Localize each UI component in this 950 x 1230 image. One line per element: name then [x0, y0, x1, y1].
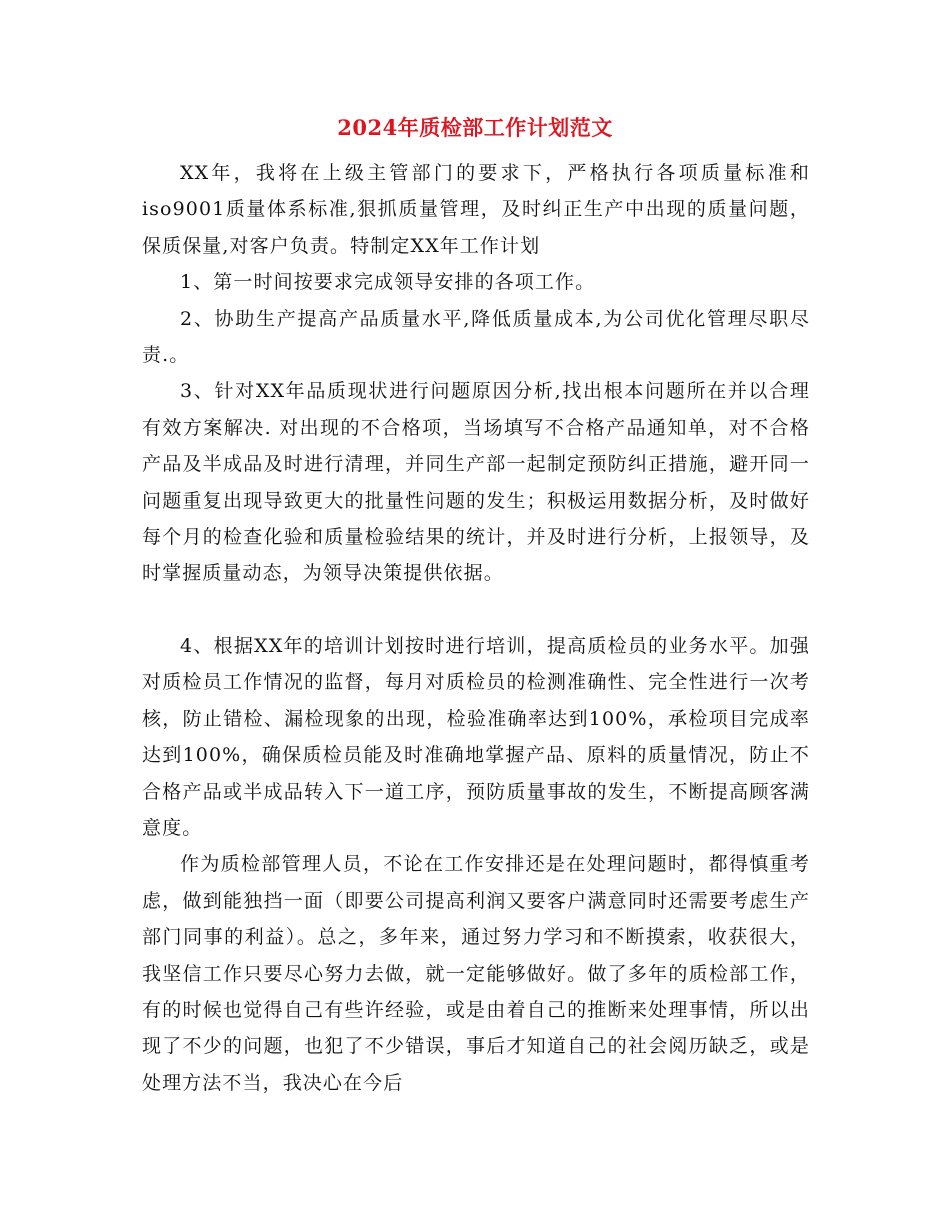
paragraph-summary: 作为质检部管理人员，不论在工作安排还是在处理问题时，都得慎重考虑，做到能独挡一面（即要公司提高利润又要客户满意同时还需要考虑生产部门同事的利益）。总之，多年来，通过努力学习和不断摸索，收获很大，我坚信工作只要尽心努力去做，就一定能够做好。做了多年的质检部工作，有的时候也觉得自己有些许经验，或是由着自己的推断来处理事情，所以出现了不少的问题，也犯了不少错误，事后才知道自己的社会阅历缺乏，或是处理方法不当，我决心在今后 [142, 853, 810, 1094]
document-body [142, 155, 810, 1101]
paragraph-item-2: 2、协助生产提高产品质量水平,降低质量成本,为公司优化管理尽职尽责.。 [142, 307, 810, 367]
paragraph-item-4: 4、根据XX年的培训计划按时进行培训，提高质检员的业务水平。加强对质检员工作情况的监督，每月对质检员的检测准确性、完全性进行一次考核，防止错检、漏检现象的出现，检验准确率达到100%，承检项目完成率达到100%，确保质检员能及时准确地掌握产品、原料的质量情况，防止不合格产品或半成品转入下一道工序，预防质量事故的发生，不断提高顾客满意度。 [142, 634, 810, 839]
paragraph-item-1: 1、第一时间按要求完成领导安排的各项工作。 [180, 271, 596, 294]
paragraph-item-3: 3、针对XX年品质现状进行问题原因分析,找出根本问题所在并以合理有效方案解决. 对出现的不合格项，当场填写不合格产品通知单，对不合格产品及半成品及时进行清理，并同生产部一起制定预防纠正措施，避开同一问题重复出现导致更大的批量性问题的发生；积极运用数据分析，及时做好每个月的检查化验和质量检验结果的统计，并及时进行分析，上报领导，及时掌握质量动态，为领导决策提供依据。 [142, 380, 810, 585]
document-title: 2024年质检部工作计划范文 [337, 115, 613, 140]
paragraph-intro: XX年，我将在上级主管部门的要求下，严格执行各项质量标准和iso9001质量体系标准,狠抓质量管理，及时纠正生产中出现的质量问题，保质保量,对客户负责。特制定XX年工作计划 [142, 162, 810, 257]
